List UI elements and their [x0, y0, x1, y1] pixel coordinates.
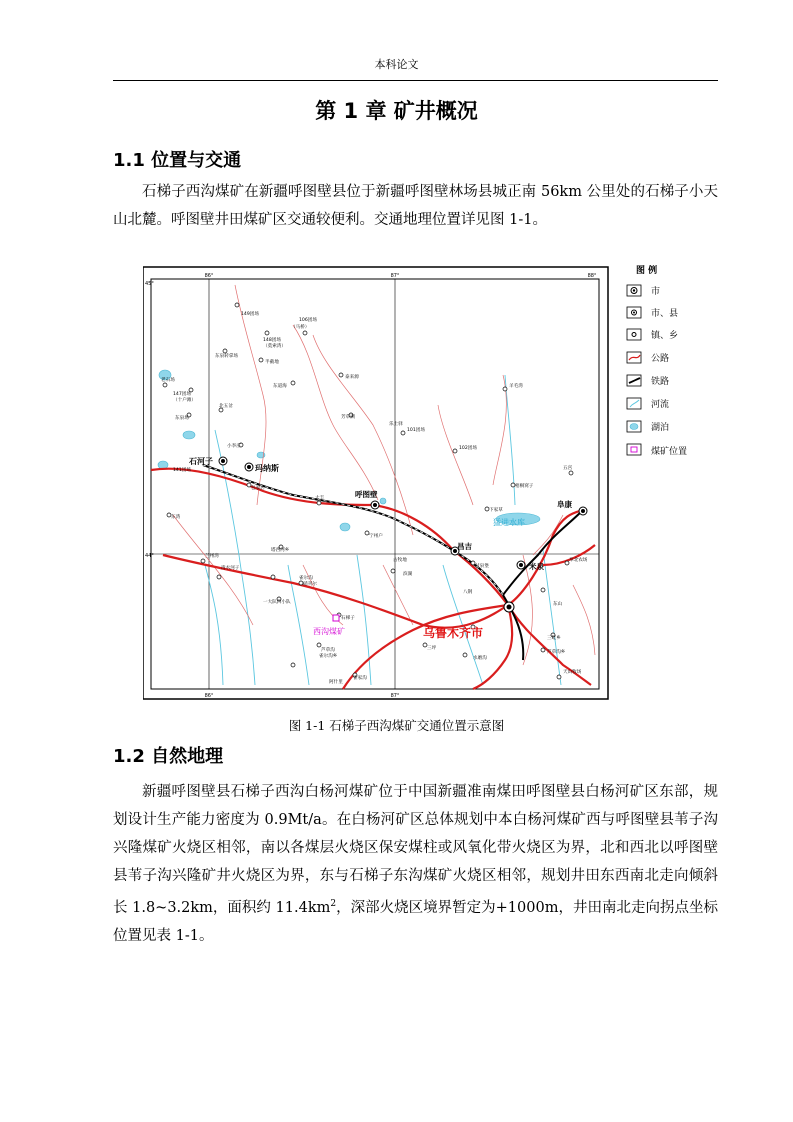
svg-text:下家草: 下家草	[489, 508, 503, 513]
svg-text:包家店: 包家店	[251, 486, 265, 491]
svg-text:北五岔: 北五岔	[219, 404, 233, 409]
mine-label: 西沟煤矿	[313, 627, 345, 636]
city-label-hutubi: 呼图壁	[355, 490, 378, 499]
legend-item-county	[627, 307, 678, 319]
city-label-urumqi: 乌鲁木齐市	[423, 626, 484, 640]
graticule-label: 87°	[390, 273, 400, 279]
svg-text:雀家沟: 雀家沟	[353, 676, 367, 681]
figure-caption: 图 1-1 石梯子西沟煤矿交通位置示意图	[288, 718, 505, 733]
rivers	[205, 375, 561, 685]
svg-text:（十户滩）: （十户滩）	[173, 398, 196, 403]
map-outer-frame	[143, 267, 608, 699]
paragraph-geography-text: 新疆呼图壁县石梯子西沟白杨河煤矿位于中国新疆准南煤田呼图壁县白杨河矿区东部，规划设计生产能力密度为 0.9Mt/a。在白杨河矿区总体规划中本白杨河煤矿西与呼图壁县苇子沟兴隆煤矿火烧区相邻，南以各煤层火烧区保安煤柱或风氧化带火烧区为界，北和西北以呼图壁县苇子沟兴隆矿井火烧区为界，东与石梯子东沟煤矿火烧区相邻，规划井田东西南北走向倾斜长 1.8~3.2km，面积约 11.4km	[113, 784, 718, 916]
svg-text:149团场: 149团场	[241, 312, 259, 317]
section-title-geography: 1.2 自然地理	[113, 746, 224, 767]
legend-item-city	[627, 285, 660, 297]
traffic-map	[143, 265, 705, 705]
svg-text:煤矿位置: 煤矿位置	[651, 447, 688, 457]
svg-text:甘泉堡: 甘泉堡	[475, 564, 489, 569]
svg-text:阿什里: 阿什里	[329, 680, 343, 685]
chapter-title: 第 1 章 矿井概况	[315, 99, 478, 123]
svg-text:市、县: 市、县	[651, 309, 679, 319]
graticule-label: 88°	[587, 273, 597, 279]
city-label-changji: 昌吉	[457, 542, 472, 551]
svg-text:阜北农场: 阜北农场	[569, 558, 588, 563]
svg-text:兰州湾: 兰州湾	[205, 554, 219, 559]
svg-text:148团场: 148团场	[263, 338, 281, 343]
svg-text:梧桐窝子: 梧桐窝子	[515, 484, 534, 489]
svg-text:石梯子: 石梯子	[341, 616, 355, 621]
graticule-label: 44°	[145, 553, 154, 559]
svg-text:（莫索湾）: （莫索湾）	[263, 344, 286, 349]
svg-text:小李庄: 小李庄	[227, 444, 241, 449]
legend-item-river	[627, 398, 669, 410]
svg-text:铁路: 铁路	[651, 377, 670, 387]
city-label-fukang: 阜康	[557, 500, 572, 509]
svg-text:东山: 东山	[553, 602, 563, 607]
svg-text:古牧地: 古牧地	[393, 558, 407, 563]
legend-item-road	[627, 352, 669, 364]
legend-item-mine	[627, 444, 687, 457]
svg-text:水磨沟: 水磨沟	[473, 656, 487, 661]
section-title-location: 1.1 位置与交通	[113, 150, 242, 171]
svg-text:八钢: 八钢	[463, 590, 473, 595]
graticule-label: 86°	[204, 273, 214, 279]
svg-text:半截地: 半截地	[265, 360, 279, 365]
svg-text:东道海: 东道海	[273, 384, 287, 389]
svg-text:芦草沟乡: 芦草沟乡	[547, 650, 566, 655]
svg-text:106团场: 106团场	[299, 318, 317, 323]
city-label-miquan: 米泉	[529, 562, 544, 571]
svg-text:141团场: 141团场	[173, 468, 191, 473]
svg-text:三坪: 三坪	[427, 646, 437, 651]
svg-text:清水河子: 清水河子	[221, 566, 240, 571]
svg-text:一大队四小队: 一大队四小队	[263, 600, 291, 605]
city-label-shihezi: 石河子	[189, 457, 213, 466]
paragraph-location: 石梯子西沟煤矿在新疆呼图壁县位于新疆呼图壁林场县城正南 56km 公里处的石梯子小天山北麓。呼图壁井田煤矿区交通较便利。交通地理位置详见图 1-1。	[113, 184, 718, 228]
svg-text:147团场: 147团场	[173, 392, 191, 397]
svg-text:三畦乡: 三畦乡	[547, 636, 561, 641]
paragraph-geography	[113, 778, 718, 950]
running-header: 本科论文	[374, 58, 419, 71]
graticule-label: 87°	[390, 693, 400, 699]
svg-text:塔西河乡: 塔西河乡	[271, 548, 290, 553]
svg-text:公路: 公路	[651, 354, 670, 364]
svg-text:雀尔沟: 雀尔沟	[299, 576, 313, 581]
svg-text:滨湖: 滨湖	[403, 572, 413, 577]
legend-item-town	[627, 329, 678, 341]
legend-title: 图 例	[636, 266, 658, 276]
svg-text:雀尔沟乡: 雀尔沟乡	[319, 654, 338, 659]
svg-text:河流: 河流	[651, 400, 670, 410]
legend-item-railway	[627, 375, 669, 387]
svg-text:镇、乡: 镇、乡	[651, 331, 679, 341]
city-label-manas: 玛纳斯	[255, 464, 279, 473]
figure-traffic-map	[143, 265, 705, 705]
svg-text:芦草沟: 芦草沟	[321, 648, 335, 653]
svg-text:102团场: 102团场	[459, 446, 477, 451]
svg-text:湖泊: 湖泊	[651, 423, 670, 433]
svg-text:泰来源: 泰来源	[345, 375, 359, 380]
lake-label: 猛进水库	[493, 518, 525, 527]
svg-text:硝刊尔: 硝刊尔	[303, 582, 317, 587]
svg-text:东泉转拿场: 东泉转拿场	[215, 354, 238, 359]
svg-text:老石场: 老石场	[161, 378, 175, 383]
paragraph-geography-text-end: ，深部火烧区境界暂定为+1000m，井田南北走向拐点坐标位置见表 1-1。	[113, 899, 718, 944]
svg-text:东湾: 东湾	[171, 515, 181, 520]
svg-text:大丰: 大丰	[315, 496, 325, 501]
mine-marker	[333, 615, 339, 621]
svg-text:羊毛湾: 羊毛湾	[509, 384, 523, 389]
header-rule	[113, 80, 718, 81]
map-legend	[627, 265, 687, 457]
svg-text:五宫: 五宫	[563, 466, 573, 471]
svg-text:宁州户: 宁州户	[369, 534, 383, 539]
svg-text:芳草湖: 芳草湖	[341, 415, 355, 420]
area-superscript: 2	[330, 899, 337, 909]
svg-text:天山牧场: 天山牧场	[563, 670, 582, 675]
svg-text:乐土驿: 乐土驿	[389, 422, 403, 427]
graticule-label: 86°	[204, 693, 214, 699]
svg-text:（马桥）: （马桥）	[291, 325, 310, 330]
svg-text:东泉场: 东泉场	[175, 416, 189, 421]
svg-text:101团场: 101团场	[407, 428, 425, 433]
minor-roads	[173, 285, 595, 665]
svg-text:市: 市	[651, 287, 661, 297]
graticule-label: 45°	[145, 281, 154, 287]
city-markers	[219, 457, 587, 612]
legend-item-lake	[627, 421, 669, 433]
